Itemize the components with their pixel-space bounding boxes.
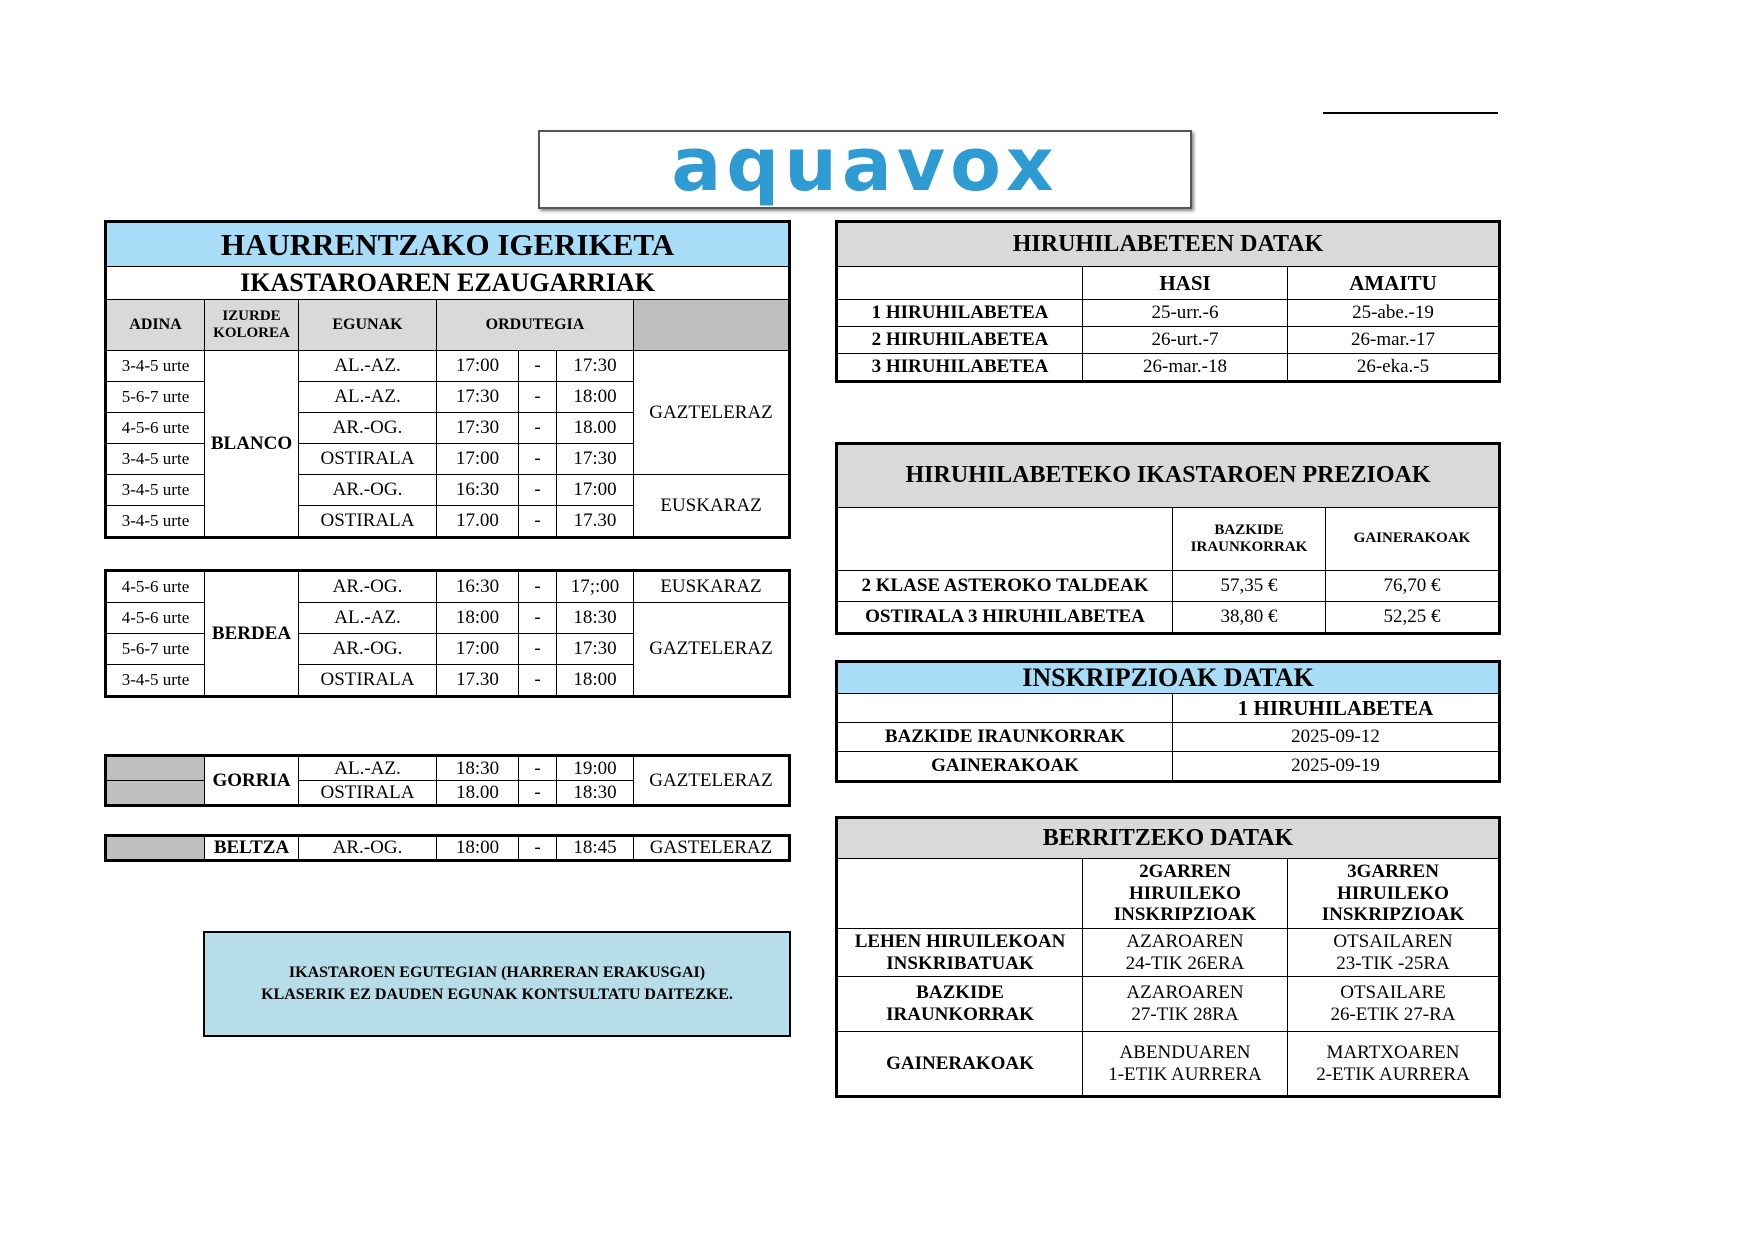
main-subtitle: IKASTAROAREN EZAUGARRIAK <box>107 267 789 300</box>
end-time: 18:00 <box>557 382 634 413</box>
quarter-label: 2 HIRUHILABETEA <box>838 327 1083 354</box>
age-cell: 4-5-6 urte <box>107 572 205 603</box>
time-separator: - <box>519 413 557 444</box>
header-3garren-line2: HIRUILEKO <box>1337 882 1449 904</box>
renewal-date-line1: ABENDUAREN <box>1119 1041 1251 1063</box>
days-cell: AL.-AZ. <box>299 351 437 382</box>
registration-label: BAZKIDE IRAUNKORRAK <box>838 723 1173 752</box>
renewal-date-line1: OTSAILARE <box>1340 982 1446 1004</box>
age-blank <box>107 837 205 860</box>
end-time: 17.30 <box>557 506 634 537</box>
start-time: 18:30 <box>437 757 519 781</box>
header-izurde-kolorea <box>205 300 299 351</box>
header-3garren-line3: INSKRIPZIOAK <box>1321 904 1465 926</box>
color-berdea: BERDEA <box>205 572 299 696</box>
time-separator: - <box>519 757 557 781</box>
renewal-table <box>837 818 1499 1096</box>
quarter-start: 25-urr.-6 <box>1083 300 1288 327</box>
header-blank <box>838 694 1173 723</box>
renewal-date-3 <box>1288 929 1499 977</box>
end-time: 17:30 <box>557 634 634 665</box>
quarter-start: 26-urt.-7 <box>1083 327 1288 354</box>
quarter-end: 26-eka.-5 <box>1288 354 1499 381</box>
price-gainerakoak: 52,25 € <box>1326 602 1499 633</box>
color-beltza: BELTZA <box>205 837 299 860</box>
header-2garren-line2: HIRUILEKO <box>1129 882 1241 904</box>
header-2garren-line1: 2GARREN <box>1139 860 1231 882</box>
renewal-title: BERRITZEKO DATAK <box>838 819 1499 859</box>
renewal-date-line1: OTSAILAREN <box>1333 930 1453 952</box>
language-cell: GAZTELERAZ <box>634 757 789 805</box>
main-title: HAURRENTZAKO IGERIKETA <box>107 223 789 267</box>
price-label: 2 KLASE ASTEROKO TALDEAK <box>838 571 1173 602</box>
quarter-start: 26-mar.-18 <box>1083 354 1288 381</box>
quarter-dates-table <box>837 222 1499 381</box>
start-time: 17.00 <box>437 506 519 537</box>
registration-date: 2025-09-19 <box>1173 752 1499 781</box>
end-time: 17:30 <box>557 444 634 475</box>
time-separator: - <box>519 382 557 413</box>
schedule-table-gorria <box>106 756 789 805</box>
renewal-label-line1: BAZKIDE <box>916 982 1004 1004</box>
end-time: 17:30 <box>557 351 634 382</box>
renewal-label: GAINERAKOAK <box>838 1032 1083 1096</box>
days-cell: OSTIRALA <box>299 506 437 537</box>
end-time: 18:30 <box>557 781 634 805</box>
header-egunak: EGUNAK <box>299 300 437 351</box>
age-cell: 5-6-7 urte <box>107 634 205 665</box>
price-gainerakoak: 76,70 € <box>1326 571 1499 602</box>
renewal-date-line2: 26-ETIK 27-RA <box>1330 1004 1456 1025</box>
time-separator: - <box>519 837 557 860</box>
age-cell: 3-4-5 urte <box>107 665 205 696</box>
end-time: 18:00 <box>557 665 634 696</box>
header-hasi: HASI <box>1083 267 1288 300</box>
renewal-label-line2: INSKRIBATUAK <box>886 952 1034 974</box>
time-separator: - <box>519 634 557 665</box>
header-bazkide-line1: BAZKIDE <box>1214 521 1284 538</box>
header-bazkide <box>1173 508 1326 571</box>
price-bazkide: 38,80 € <box>1173 602 1326 633</box>
renewal-date-2 <box>1083 1032 1288 1096</box>
end-time: 19:00 <box>557 757 634 781</box>
start-time: 18:00 <box>437 837 519 860</box>
header-2garren <box>1083 859 1288 929</box>
start-time: 17:00 <box>437 634 519 665</box>
renewal-date-2 <box>1083 929 1288 977</box>
time-separator: - <box>519 351 557 382</box>
time-separator: - <box>519 506 557 537</box>
age-cell: 4-5-6 urte <box>107 413 205 444</box>
start-time: 16:30 <box>437 475 519 506</box>
quarter-dates-title: HIRUHILABETEEN DATAK <box>838 223 1499 267</box>
renewal-date-line2: 27-TIK 28RA <box>1131 1004 1239 1025</box>
renewal-label-line2: IRAUNKORRAK <box>886 1004 1034 1025</box>
logo-text: aquavox <box>671 122 1059 208</box>
note-line-2: KLASERIK EZ DAUDEN EGUNAK KONTSULTATU DAITEZKE. <box>261 986 733 1003</box>
age-cell: 3-4-5 urte <box>107 351 205 382</box>
header-bazkide-line2: IRAUNKORRAK <box>1190 539 1308 555</box>
days-cell: AL.-AZ. <box>299 757 437 781</box>
prices-table <box>837 444 1499 633</box>
age-cell: 5-6-7 urte <box>107 382 205 413</box>
header-izurde-line1: IZURDE <box>222 307 281 324</box>
time-separator: - <box>519 603 557 634</box>
color-gorria: GORRIA <box>205 757 299 805</box>
language-cell: GASTELERAZ <box>634 837 789 860</box>
language-cell: EUSKARAZ <box>634 475 789 537</box>
aquavox-logo <box>538 122 1192 209</box>
time-separator: - <box>519 781 557 805</box>
end-time: 17;:00 <box>557 572 634 603</box>
schedule-table-blanco <box>106 222 789 537</box>
language-cell: GAZTELERAZ <box>634 603 789 696</box>
days-cell: AR.-OG. <box>299 837 437 860</box>
price-bazkide: 57,35 € <box>1173 571 1326 602</box>
days-cell: AR.-OG. <box>299 475 437 506</box>
end-time: 18:30 <box>557 603 634 634</box>
renewal-date-3 <box>1288 1032 1499 1096</box>
days-cell: AL.-AZ. <box>299 382 437 413</box>
renewal-date-line2: 23-TIK -25RA <box>1336 952 1450 974</box>
renewal-date-line2: 2-ETIK AURRERA <box>1316 1063 1470 1085</box>
start-time: 17:00 <box>437 351 519 382</box>
registration-date: 2025-09-12 <box>1173 723 1499 752</box>
signature-line <box>1323 112 1498 114</box>
renewal-date-line1: AZAROAREN <box>1126 982 1244 1004</box>
renewal-date-3 <box>1288 977 1499 1032</box>
language-cell: GAZTELERAZ <box>634 351 789 475</box>
time-separator: - <box>519 572 557 603</box>
age-cell: 3-4-5 urte <box>107 475 205 506</box>
start-time: 17:00 <box>437 444 519 475</box>
note-line-1: IKASTAROEN EGUTEGIAN (HARRERAN ERAKUSGAI) <box>288 963 706 981</box>
quarter-end: 25-abe.-19 <box>1288 300 1499 327</box>
days-cell: OSTIRALA <box>299 444 437 475</box>
renewal-date-line2: 24-TIK 26ERA <box>1125 952 1245 974</box>
calendar-note <box>203 931 791 1037</box>
schedule-table-beltza <box>106 836 789 860</box>
days-cell: OSTIRALA <box>299 781 437 805</box>
renewal-date-2 <box>1083 977 1288 1032</box>
header-blank <box>838 267 1083 300</box>
quarter-label: 3 HIRUHILABETEA <box>838 354 1083 381</box>
renewal-date-line2: 1-ETIK AURRERA <box>1108 1063 1262 1085</box>
days-cell: OSTIRALA <box>299 665 437 696</box>
end-time: 18.00 <box>557 413 634 444</box>
end-time: 18:45 <box>557 837 634 860</box>
prices-title: HIRUHILABETEKO IKASTAROEN PREZIOAK <box>838 445 1499 508</box>
age-blank <box>107 757 205 781</box>
price-label: OSTIRALA 3 HIRUHILABETEA <box>838 602 1173 633</box>
header-3garren <box>1288 859 1499 929</box>
header-amaitu: AMAITU <box>1288 267 1499 300</box>
start-time: 18.00 <box>437 781 519 805</box>
header-2garren-line3: INSKRIPZIOAK <box>1113 904 1257 926</box>
start-time: 16:30 <box>437 572 519 603</box>
days-cell: AR.-OG. <box>299 634 437 665</box>
schedule-table-berdea <box>106 571 789 696</box>
days-cell: AL.-AZ. <box>299 603 437 634</box>
registration-title: INSKRIPZIOAK DATAK <box>838 663 1499 694</box>
renewal-date-line1: AZAROAREN <box>1126 930 1244 952</box>
end-time: 17:00 <box>557 475 634 506</box>
header-ordutegia: ORDUTEGIA <box>437 300 634 351</box>
header-blank <box>838 859 1083 929</box>
header-blank <box>634 300 789 351</box>
age-cell: 3-4-5 urte <box>107 444 205 475</box>
registration-table <box>837 662 1499 781</box>
quarter-end: 26-mar.-17 <box>1288 327 1499 354</box>
language-cell: EUSKARAZ <box>634 572 789 603</box>
registration-label: GAINERAKOAK <box>838 752 1173 781</box>
renewal-label <box>838 929 1083 977</box>
header-3garren-line1: 3GARREN <box>1347 860 1439 882</box>
days-cell: AR.-OG. <box>299 413 437 444</box>
time-separator: - <box>519 665 557 696</box>
color-blanco: BLANCO <box>205 351 299 537</box>
age-blank <box>107 781 205 805</box>
renewal-label <box>838 977 1083 1032</box>
quarter-label: 1 HIRUHILABETEA <box>838 300 1083 327</box>
header-quarter: 1 HIRUHILABETEA <box>1173 694 1499 723</box>
age-cell: 4-5-6 urte <box>107 603 205 634</box>
start-time: 17:30 <box>437 382 519 413</box>
renewal-date-line1: MARTXOAREN <box>1326 1041 1460 1063</box>
header-gainerakoak: GAINERAKOAK <box>1326 508 1499 571</box>
header-izurde-line2: KOLOREA <box>213 325 290 341</box>
days-cell: AR.-OG. <box>299 572 437 603</box>
age-cell: 3-4-5 urte <box>107 506 205 537</box>
start-time: 17:30 <box>437 413 519 444</box>
start-time: 18:00 <box>437 603 519 634</box>
time-separator: - <box>519 475 557 506</box>
time-separator: - <box>519 444 557 475</box>
header-blank <box>838 508 1173 571</box>
start-time: 17.30 <box>437 665 519 696</box>
renewal-label-line1: LEHEN HIRUILEKOAN <box>854 930 1066 952</box>
header-adina: ADINA <box>107 300 205 351</box>
